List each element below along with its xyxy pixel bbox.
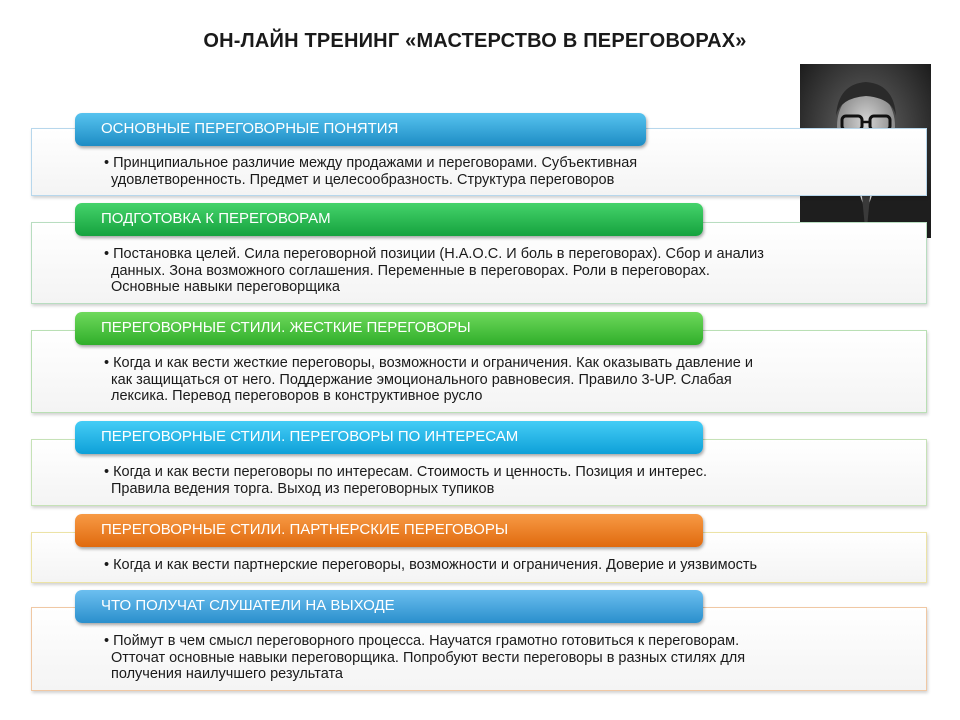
section-text-partner-negotiations: • Когда и как вести партнерские переговоры, возможности и ограничения. Доверие и уязвимость xyxy=(104,557,758,573)
bullet-icon: • xyxy=(104,633,110,649)
section-text-interest-negotiations: • Когда и как вести переговоры по интересам. Стоимость и ценность. Позиция и интерес. Правила ведения торга. Выход из переговорных тупиков xyxy=(104,464,707,497)
section-text-outcomes: • Поймут в чем смысл переговорного процесса. Научатся грамотно готовиться к переговорам. Отточат основные навыки переговорщика. Попробуют вести переговоры в разных стилях для получения наилучшего результата xyxy=(104,633,746,682)
section-heading-hard-negotiations: ПЕРЕГОВОРНЫЕ СТИЛИ. ЖЕСТКИЕ ПЕРЕГОВОРЫ xyxy=(75,312,703,345)
section-heading-interest-negotiations: ПЕРЕГОВОРНЫЕ СТИЛИ. ПЕРЕГОВОРЫ ПО ИНТЕРЕСАМ xyxy=(75,421,703,454)
section-text-hard-negotiations: • Когда и как вести жесткие переговоры, возможности и ограничения. Как оказывать давление и как защищаться от него. Поддержание эмоционального равновесия. Правило 3-UP. Слабая лексика. Перевод переговоров в конструктивное русло xyxy=(104,355,753,404)
section-heading-outcomes: ЧТО ПОЛУЧАТ СЛУШАТЕЛИ НА ВЫХОДЕ xyxy=(75,590,703,623)
bullet-icon: • xyxy=(104,155,110,171)
section-heading-concepts: ОСНОВНЫЕ ПЕРЕГОВОРНЫЕ ПОНЯТИЯ xyxy=(75,113,646,146)
bullet-icon: • xyxy=(104,464,110,480)
section-heading-partner-negotiations: ПЕРЕГОВОРНЫЕ СТИЛИ. ПАРТНЕРСКИЕ ПЕРЕГОВОРЫ xyxy=(75,514,703,547)
bullet-icon: • xyxy=(104,557,110,573)
bullet-icon: • xyxy=(104,246,110,262)
bullet-icon: • xyxy=(104,355,110,371)
slide-title: ОН-ЛАЙН ТРЕНИНГ «МАСТЕРСТВО В ПЕРЕГОВОРАХ» xyxy=(203,30,747,52)
section-text-concepts: • Принципиальное различие между продажами и переговорами. Субъективная удовлетворенность. Предмет и целесообразность. Структура переговоров xyxy=(104,155,638,188)
section-text-preparation: • Постановка целей. Сила переговорной позиции (Н.А.О.С. И боль в переговорах). Сбор и анализ данных. Зона возможного соглашения. Переменные в переговорах. Роли в переговорах. Основные навыки переговорщика xyxy=(104,246,764,295)
section-heading-preparation: ПОДГОТОВКА К ПЕРЕГОВОРАМ xyxy=(75,203,703,236)
